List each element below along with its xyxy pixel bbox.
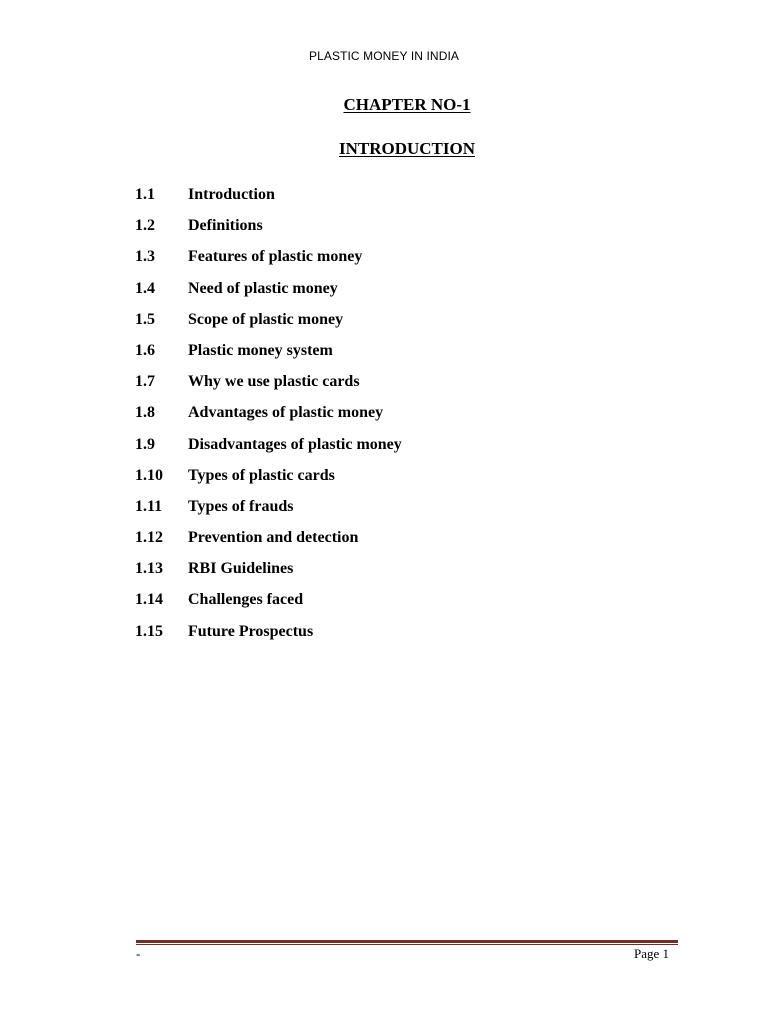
toc-item-number: 1.2	[135, 217, 155, 235]
toc-item-label: Challenges faced	[188, 591, 304, 609]
toc-item-number: 1.7	[135, 373, 155, 391]
toc-item-number: 1.14	[135, 591, 163, 609]
toc-item-label: Features of plastic money	[188, 248, 363, 266]
toc-item-number: 1.1	[135, 186, 155, 203]
toc-item-label: Disadvantages of plastic money	[188, 435, 402, 453]
toc-item	[135, 339, 402, 370]
toc-item	[135, 433, 402, 464]
toc-item	[135, 370, 402, 401]
toc-item-number: 1.12	[135, 529, 163, 547]
toc-item-number: 1.3	[135, 248, 155, 266]
toc-item	[135, 526, 402, 557]
toc-item-number: 1.11	[135, 497, 163, 515]
toc-item	[135, 277, 402, 308]
toc-item-label: Advantages of plastic money	[188, 404, 384, 422]
toc-item	[135, 183, 402, 214]
toc-item-number: 1.4	[135, 279, 155, 297]
running-header: PLASTIC MONEY IN INDIA	[308, 49, 459, 63]
toc-item	[135, 495, 402, 526]
toc-item-label: Definitions	[188, 217, 263, 235]
page-number: Page 1	[633, 946, 669, 961]
toc-item-number: 1.13	[135, 560, 163, 578]
toc-item-label: Why we use plastic cards	[188, 373, 360, 391]
toc-item-label: Types of plastic cards	[188, 466, 335, 484]
toc-item	[135, 308, 402, 339]
table-of-contents	[135, 183, 402, 651]
toc-item-label: Types of frauds	[188, 497, 294, 515]
toc-item	[135, 557, 402, 588]
toc-item-label: RBI Guidelines	[188, 560, 294, 578]
toc-item	[135, 245, 402, 276]
toc-item-number: 1.5	[135, 310, 155, 328]
toc-item-label: Prevention and detection	[188, 529, 359, 547]
footer-rule-thin	[136, 944, 678, 945]
toc-item-label: Scope of plastic money	[188, 310, 344, 328]
footer-left-mark: -	[136, 946, 141, 961]
toc-item-label: Need of plastic money	[188, 279, 338, 297]
toc-item-label: Plastic money system	[188, 341, 333, 359]
toc-item-label: Future Prospectus	[188, 622, 314, 640]
footer-rule-thick	[136, 940, 678, 943]
toc-item-label: Introduction	[188, 186, 275, 203]
toc-item	[135, 214, 402, 245]
toc-item-number: 1.15	[135, 622, 163, 640]
section-title: INTRODUCTION	[338, 139, 476, 158]
toc-item	[135, 464, 402, 495]
toc-item	[135, 588, 402, 619]
toc-item-number: 1.10	[135, 466, 163, 484]
toc-item	[135, 401, 402, 432]
toc-item-number: 1.9	[135, 435, 155, 453]
toc-item-number: 1.8	[135, 404, 155, 422]
toc-item-number: 1.6	[135, 341, 155, 359]
chapter-title: CHAPTER NO-1	[343, 95, 471, 114]
toc-item	[135, 620, 402, 651]
